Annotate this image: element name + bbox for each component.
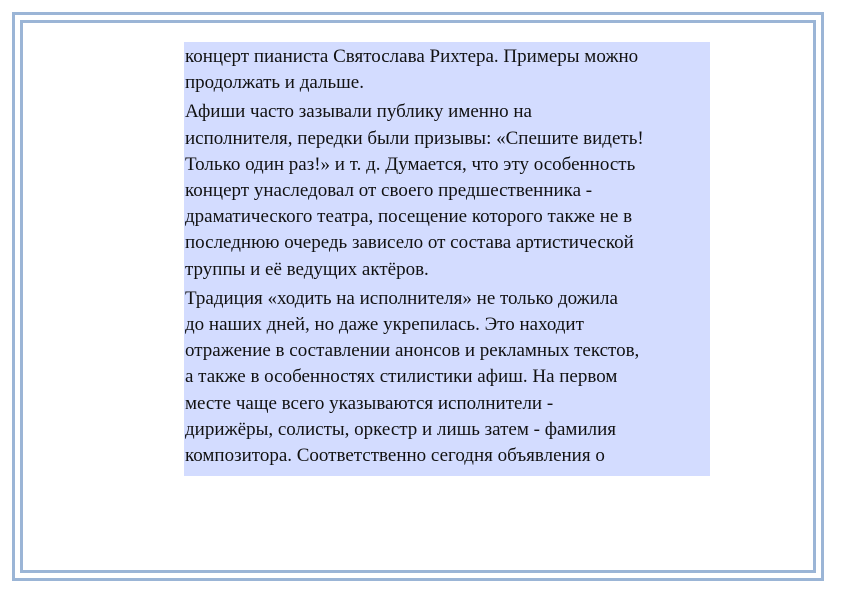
paragraph-3: Традиция «ходить на исполнителя» не только дожила до наших дней, но даже укрепилась. Это находит отражение в составлении анонсов и рекламных текстов, а также в особенностях стилистики афиш. На первом месте чаще всего указываются исполнители - дирижёры, солисты, оркестр и лишь затем - фамилия композитора. Соответственно сегодня объявления о	[185, 287, 640, 467]
paragraph-2: Афиши часто зазывали публику именно на исполнителя, передки были призывы: «Спешите видеть! Только один раз!» и т. д. Думается, что эту особенность концерт унаследовал от своего предшественника - драматического театра, посещение которого также не в последнюю очередь зависело от состава артистической труппы и её ведущих актёров.	[185, 101, 644, 280]
paragraph-1: концерт пианиста Святослава Рихтера. Примеры можно продолжать и дальше.	[185, 46, 639, 94]
text-block	[184, 42, 710, 476]
